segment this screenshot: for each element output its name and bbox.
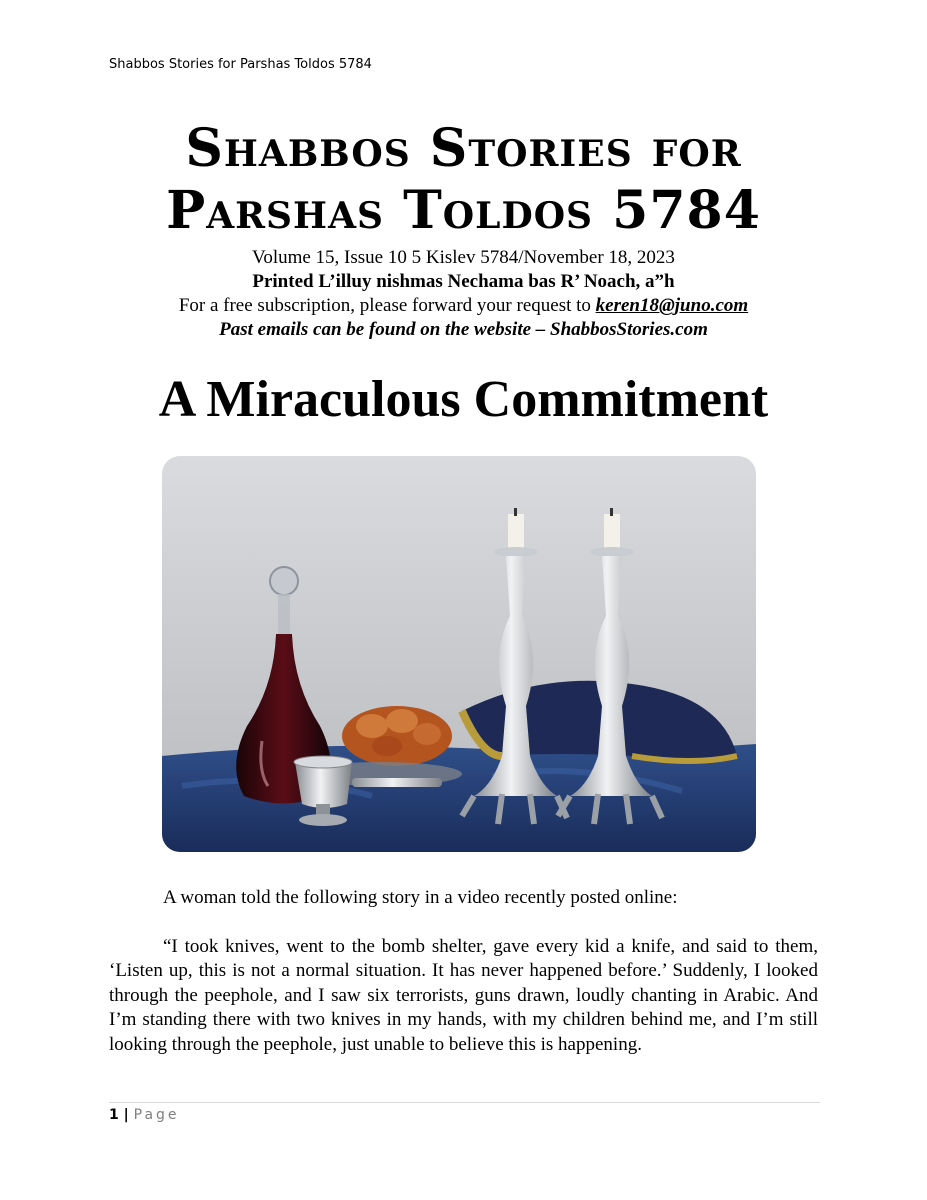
subscription-line bbox=[0, 294, 927, 318]
subscription-email-link[interactable]: keren18@juno.com bbox=[595, 295, 749, 316]
masthead-title bbox=[0, 118, 927, 242]
masthead-title-line-1: Shabbos Stories for bbox=[185, 118, 742, 179]
shabbos-table-photo bbox=[162, 456, 756, 852]
page-footer bbox=[109, 1107, 180, 1123]
dedication-line: Printed L’illuy nishmas Nechama bas R’ Noach, a”h bbox=[252, 271, 675, 292]
website-line: Past emails can be found on the website – ShabbosStories.com bbox=[219, 319, 708, 340]
footer-divider bbox=[109, 1102, 820, 1103]
story-body bbox=[109, 886, 818, 1081]
subscription-text: For a free subscription, please forward your request to bbox=[178, 295, 596, 316]
page-separator: | bbox=[118, 1107, 134, 1123]
paragraph-intro: A woman told the following story in a video recently posted online: bbox=[163, 887, 678, 908]
page-label: Page bbox=[133, 1107, 180, 1123]
running-header: Shabbos Stories for Parshas Toldos 5784 bbox=[109, 57, 372, 72]
page-number: 1 bbox=[109, 1107, 119, 1123]
paragraph-quote: “I took knives, went to the bomb shelter, gave every kid a knife, and said to them, ‘Listen up, this is not a normal situation. It has never happened before.’ Suddenly, I looked through the peephole, and I saw six terrorists, guns drawn, loudly chanting in Arabic. And I’m standing there with two knives in my hands, with my children behind me, and I’m still looking through the peephole, just unable to believe this is happening. bbox=[109, 935, 818, 1055]
story-title: A Miraculous Commitment bbox=[158, 371, 769, 428]
volume-line: Volume 15, Issue 10 5 Kislev 5784/November 18, 2023 bbox=[252, 247, 675, 268]
masthead-title-line-2: Parshas Toldos 5784 bbox=[166, 180, 761, 241]
masthead-meta bbox=[0, 246, 927, 342]
